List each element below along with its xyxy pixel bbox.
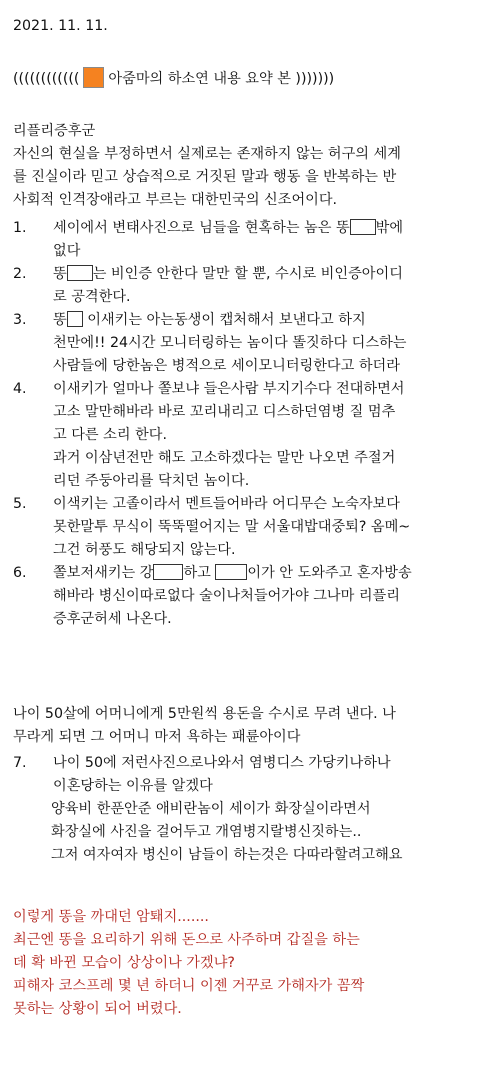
item-number: 6.: [13, 565, 27, 581]
redaction-box: [153, 564, 183, 580]
list-item-1: [13, 217, 473, 263]
intro-section: [13, 120, 468, 212]
title-prefix: ((((((((((((: [13, 71, 80, 87]
item-line: 로 공격한다.: [53, 289, 131, 305]
item-text: 쫄보저새키는 강: [53, 565, 154, 581]
item-number: 3.: [13, 312, 27, 328]
intro-line: 자신의 현실을 부정하면서 실제로는 존재하지 않는 허구의 세계: [13, 146, 401, 162]
item-line: 천만에!! 24시간 모니터링하는 놈이다 똘짓하다 디스하는: [53, 335, 407, 351]
item-line: 이혼당하는 이유를 알겠다: [53, 778, 213, 794]
item-text: 이새키는 아는동생이 캡처해서 보낸다고 하지: [82, 312, 366, 328]
title-text: 아줌마의 하소연 내용 요약 본 ))))))): [108, 71, 335, 87]
item-line: 없다: [53, 243, 81, 259]
numbered-list: [13, 217, 473, 631]
item-line: 이색키는 고졸이라서 멘트들어바라 어디무슨 노숙자보다: [53, 496, 400, 512]
item-number: 5.: [13, 496, 27, 512]
list-item-4: [13, 378, 473, 493]
intro-line: 사회적 인격장애라고 부르는 대한민국의 신조어이다.: [13, 192, 338, 208]
item-text: 밖에: [375, 220, 404, 236]
intro-line: 를 진실이라 믿고 상습적으로 거짓된 말과 행동 을 반복하는 반: [13, 169, 397, 185]
item-line: [53, 217, 473, 240]
item-line: 화장실에 사진을 걸어두고 개염병지랄병신짓하는..: [51, 824, 362, 840]
redaction-box: [67, 265, 93, 281]
orange-square-icon: [83, 67, 104, 88]
item-number: 7.: [13, 755, 27, 771]
list-item-7: [13, 752, 473, 867]
item-line: 양육비 한푼안준 애비란놈이 세이가 화장실이라면서: [51, 801, 371, 817]
item-line: 나이 50에 저런사진으로나와서 염병디스 가당키나하나: [53, 755, 391, 771]
paragraph-mother: [13, 703, 468, 749]
item-line: 고 다른 소리 한다.: [53, 427, 167, 443]
closing-section: [13, 906, 468, 1021]
closing-line: 최근엔 똥을 요리하기 위해 돈으로 사주하며 갑질을 하는: [13, 932, 360, 948]
item-line: 과거 이삼년전만 해도 고소하겠다는 말만 나오면 주절거: [53, 450, 396, 466]
item-text: 이가 안 도와주고 혼자방송: [247, 565, 412, 581]
item-line: [53, 263, 473, 286]
redaction-box: [67, 311, 83, 327]
item-number: 1.: [13, 220, 27, 236]
item-text: 똥: [53, 266, 67, 282]
date-text: 2021. 11. 11.: [13, 18, 108, 34]
para-line: 무라게 되면 그 어머니 마저 욕하는 패륜아이다: [13, 729, 301, 745]
item-line: [53, 562, 473, 585]
list-item-5: [13, 493, 473, 562]
item-text: 하고: [183, 565, 216, 581]
closing-line: 이렇게 똥을 까대던 암퇘지.......: [13, 909, 209, 925]
item-line: 고소 말만해바라 바로 꼬리내리고 디스하던염병 질 멈추: [53, 404, 396, 420]
item-line: [53, 309, 473, 332]
redaction-box: [215, 564, 247, 580]
redaction-box: [350, 219, 376, 235]
intro-heading: 리플리증후군: [13, 123, 96, 139]
item-line: 사람들에 당한놈은 병적으로 세이모니터링한다고 하더라: [53, 358, 400, 374]
list-item-2: [13, 263, 473, 309]
item7-text: [53, 752, 473, 798]
item-text: 똥: [53, 312, 67, 328]
item-line: 이새키가 얼마나 쫄보냐 들은사람 부지기수다 전대하면서: [53, 381, 405, 397]
document-title: [13, 67, 334, 91]
item-line: 그건 허풍도 해당되지 않는다.: [53, 542, 236, 558]
list-item-6: [13, 562, 473, 631]
item-text: 세이에서 변태사진으로 님들을 현혹하는 놈은 똥: [53, 220, 350, 236]
item-line: 못한말투 무식이 뚝뚝떨어지는 말 서울대밥대중퇴? 옴메~: [53, 519, 411, 535]
item-line: 그저 여자여자 병신이 남들이 하는것은 다따라할려고해요: [51, 847, 403, 863]
item-line: 증후군허세 나온다.: [53, 611, 172, 627]
item-line: 해바라 병신이따로없다 술이나처들어가야 그나마 리플리: [53, 588, 400, 604]
closing-line: 피해자 코스프레 몇 년 하더니 이젠 거꾸로 가해자가 꼼짝: [13, 978, 365, 994]
para-line: 나이 50살에 어머니에게 5만원씩 용돈을 수시로 무려 낸다. 나: [13, 706, 396, 722]
item-text: 는 비인증 안한다 말만 할 뿐, 수시로 비인증아이디: [92, 266, 403, 282]
item-number: 4.: [13, 381, 27, 397]
closing-line: 못하는 상황이 되어 버렸다.: [13, 1001, 182, 1017]
item-line: 리던 주둥아리를 닥치던 놈이다.: [53, 473, 250, 489]
item-number: 2.: [13, 266, 27, 282]
item7-sub: [51, 798, 473, 867]
list-item-3: [13, 309, 473, 378]
closing-line: 데 확 바뀐 모습이 상상이나 가겠냐?: [13, 955, 235, 971]
